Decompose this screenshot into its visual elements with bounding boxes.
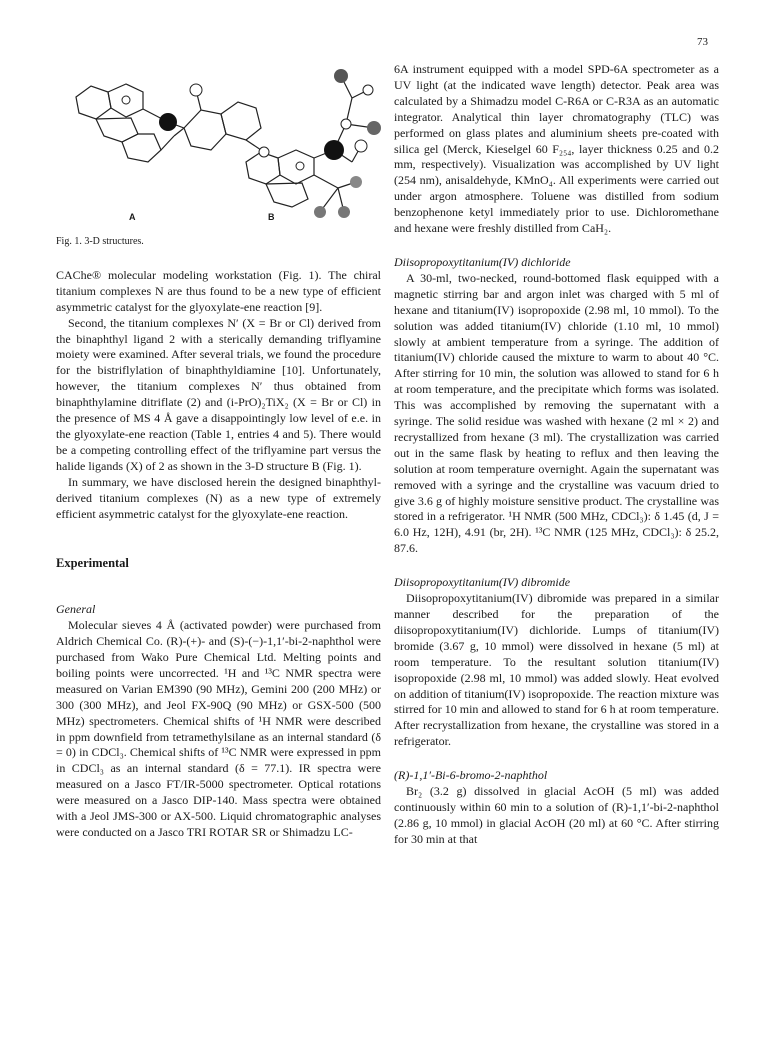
figure-label-a: A <box>129 212 136 222</box>
figure-3d-structures <box>56 62 381 230</box>
subsection-title: General <box>56 602 96 617</box>
molecular-structures-illustration <box>56 62 381 230</box>
paragraph: A 30-ml, two-necked, round-bottomed flask equipped with a magnetic stirring bar and argon inlet was charged with 5 ml of hexane and titanium(IV) isopropoxide (2.98 ml, 10 mmol). To the solution was added titanium(IV) chloride (1.10 ml, 10 mmol) slowly at ambient temperature from a syringe. The addition of titanium(IV) chloride caused the mixture to warm to about 40 °C. After stirring for 10 min, the solution was allowed to stand for 6 h at room temperature, and the precipitate which forms was isolated. This was accomplished by removing the supernatant with a syringe. The solid residue was washed with hexane (2 ml × 2) and recrystallized from hexane (3 ml). The crystallization was carried out in the same flask by heating to reflux and then leaving the solution at room temperature overnight. Again the supernatant was removed with a syringe and the crystalline was vacuum dried to give 3.6 g of highly moisture sensitive product. The crystalline was stored in a refrigerator. ¹H NMR (500 MHz, CDCl₃): δ 1.45 (d, J = 6.0 Hz, 12H), 4.91 (br, 2H). ¹³C NMR (125 MHz, CDCl₃): δ 25.2, 87.6. <box>394 270 719 556</box>
figure-caption: Fig. 1. 3-D structures. <box>56 236 144 247</box>
subsection-title: Diisopropoxytitanium(IV) dichloride <box>394 254 571 269</box>
section-heading: Experimental <box>56 556 129 571</box>
paragraph: Second, the titanium complexes N′ (X = Br or Cl) derived from the binaphthyl ligand 2 with a sterically demanding triflyamine moiety were examined. After several trials, we found the procedure for the bistriflylation of binaphthyldiamine [10]. Unfortunately, however, the titanium complexes N′ thus obtained from binaphthylamine ditriflate (2) and (i-PrO)₂TiX₂ (X = Br or Cl) in the presence of MS 4 Å gave a disappointingly low level of e.e. in the glyoxylate-ene reaction (Table 1, entries 4 and 5). There would be a competing controlling effect of the triflyamine part versus the halide ligands (X) of 2 as shown in the 3-D structure B (Fig. 1). <box>56 315 381 473</box>
paragraph: Diisopropoxytitanium(IV) dibromide was prepared in a similar manner described for the preparation of the diisopropoxytitanium(IV) dichloride. Lumps of titanium(IV) bromide (3.67 g, 10 mmol) were dissolved in hexane (5 ml) at room temperature. To the resultant solution titanium(IV) isopropoxide (2.98 ml, 10 mmol) was added slowly. Heat evolved on addition of titanium(IV) isopropoxide. The reaction mixture was stirred for 10 min and allowed to stand for 6 h at room temperature. After recrystallization from hexane, the crystalline was stored in a refrigerator. <box>394 591 719 749</box>
paragraph: Br₂ (3.2 g) dissolved in glacial AcOH (5 ml) was added continuously within 60 min to a solution of (R)-1,1′-bi-2-naphthol (2.86 g, 10 mmol) in glacial AcOH (20 ml) at 60 °C. After stirring for 30 min at that <box>394 784 719 846</box>
right-column <box>394 62 719 848</box>
paragraph: In summary, we have disclosed herein the designed binaphthyl-derived titanium complexes (N) as a new type of extremely efficient asymmetric catalyst for the glyoxylate-ene reaction. <box>56 474 381 521</box>
figure-label-b: B <box>268 212 275 222</box>
subsection-title: (R)-1,1′-Bi-6-bromo-2-naphthol <box>394 768 548 783</box>
paragraph: 6A instrument equipped with a model SPD-6A spectrometer as a UV light (at the indicated wave length) detector. Peak area was calculated by a Shimadzu model C-R6A or C-R3A as an automatic integrator. Analytical thin layer chromatography (TLC) was performed on glass plates and aluminium sheets pre-coated with silica gel (Merck, Kieselgel 60 F₂₅₄, layer thickness 0.25 and 0.2 mm, respectively). Visualization was accomplished by UV light (254 nm), anisaldehyde, KMnO₄. All experiments were carried out under argon atmosphere. Toluene was distilled from sodium benzophenone ketyl immediately prior to use. Dichloromethane and hexane were freshly distilled from CaH₂. <box>394 62 719 236</box>
subsection-title: Diisopropoxytitanium(IV) dibromide <box>394 575 571 590</box>
paragraph: CAChe® molecular modeling workstation (Fig. 1). The chiral titanium complexes N are thus found to be a new type of efficient asymmetric catalyst for the glyoxylate-ene reaction [9]. <box>56 267 381 314</box>
paragraph: Molecular sieves 4 Å (activated powder) were purchased from Aldrich Chemical Co. (R)-(+)- and (S)-(−)-1,1′-bi-2-naphthol were purchased from Wako Pure Chemical Ltd. Melting points and boiling points were uncorrected. ¹H and ¹³C NMR spectra were measured on Varian EM390 (90 MHz), Gemini 200 (200 MHz) or 300 (300 MHz), and Jeol FX-90Q (90 MHz) or GSX-500 (500 MHz) spectrometers. Chemical shifts of ¹H NMR were described in ppm downfield from tetramethylsilane as an internal standard (δ = 0) in CDCl₃. Chemical shifts of ¹³C NMR were expressed in ppm in CDCl₃ as an internal standard (δ = 77.1). IR spectra were measured on a Jasco FT/IR-5000 spectrometer. Optical rotations were measured on a Jasco DIP-140. Mass spectra were obtained with a Jeol JMS-300 or AX-500. Liquid chromatographic analyses were conducted on a Jasco TRI ROTAR SR or Shimadzu LC- <box>56 618 381 839</box>
left-column <box>56 62 381 841</box>
page-number: 73 <box>697 36 708 48</box>
